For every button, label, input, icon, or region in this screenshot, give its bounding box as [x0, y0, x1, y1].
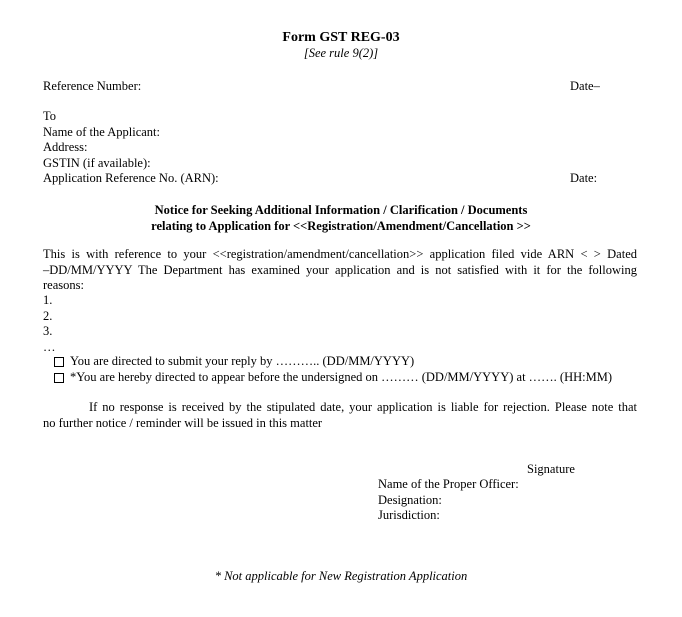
arn-label: Application Reference No. (ARN): — [43, 171, 219, 185]
reference-number-label: Reference Number: — [43, 79, 142, 93]
applicant-name-label: Name of the Applicant: — [43, 124, 160, 139]
appear-checkbox[interactable] — [54, 373, 64, 383]
appear-option[interactable] — [54, 370, 612, 386]
date-label: Date– — [570, 79, 600, 93]
warning-paragraph — [43, 400, 637, 431]
designation-label: Designation: — [378, 492, 442, 507]
officer-block — [378, 477, 519, 524]
body-line: –DD/MM/YYYY The Department has examined your application and is not satisfied with it for the following — [43, 262, 637, 277]
appear-option-label: *You are hereby directed to appear before the undersigned on ……… (DD/MM/YYYY) at ……. (HH:MM) — [70, 370, 613, 384]
warning-line: If no response is received by the stipulated date, your application is liable for rejection. Please note that — [89, 400, 637, 414]
address-label: Address: — [43, 140, 88, 154]
form-rule-reference: [See rule 9(2)] — [303, 46, 379, 60]
body-line: reasons: — [43, 278, 84, 292]
officer-name-label: Name of the Proper Officer: — [378, 477, 519, 491]
reason-item: … — [43, 339, 56, 354]
body-line: This is with reference to your <<registration/amendment/cancellation>> application filed vide ARN < > Dated — [43, 247, 637, 261]
warning-line: no further notice / reminder will be issued in this matter — [43, 415, 323, 430]
arn-date-label: Date: — [570, 171, 598, 185]
reason-item: 3. — [43, 324, 53, 338]
reply-option[interactable] — [54, 354, 414, 370]
body-paragraph — [43, 247, 637, 294]
reasons-list — [43, 293, 56, 355]
jurisdiction-label: Jurisdiction: — [378, 508, 440, 522]
reply-option-label: You are directed to submit your reply by ……….. (DD/MM/YYYY) — [70, 354, 415, 368]
reason-item: 2. — [43, 308, 53, 323]
to-label: To — [43, 109, 57, 123]
notice-heading — [0, 203, 682, 234]
signature-label: Signature — [527, 462, 575, 476]
footnote: * Not applicable for New Registration Application — [214, 569, 468, 583]
notice-heading-line: relating to Application for <<Registration/Amendment/Cancellation >> — [151, 218, 531, 233]
notice-heading-line: Notice for Seeking Additional Information / Clarification / Documents — [154, 203, 528, 217]
addressee-block — [43, 109, 219, 187]
form-title: Form GST REG-03 — [282, 30, 400, 45]
reason-item: 1. — [43, 293, 53, 307]
reply-checkbox[interactable] — [54, 357, 64, 367]
gstin-label: GSTIN (if available): — [43, 155, 151, 170]
